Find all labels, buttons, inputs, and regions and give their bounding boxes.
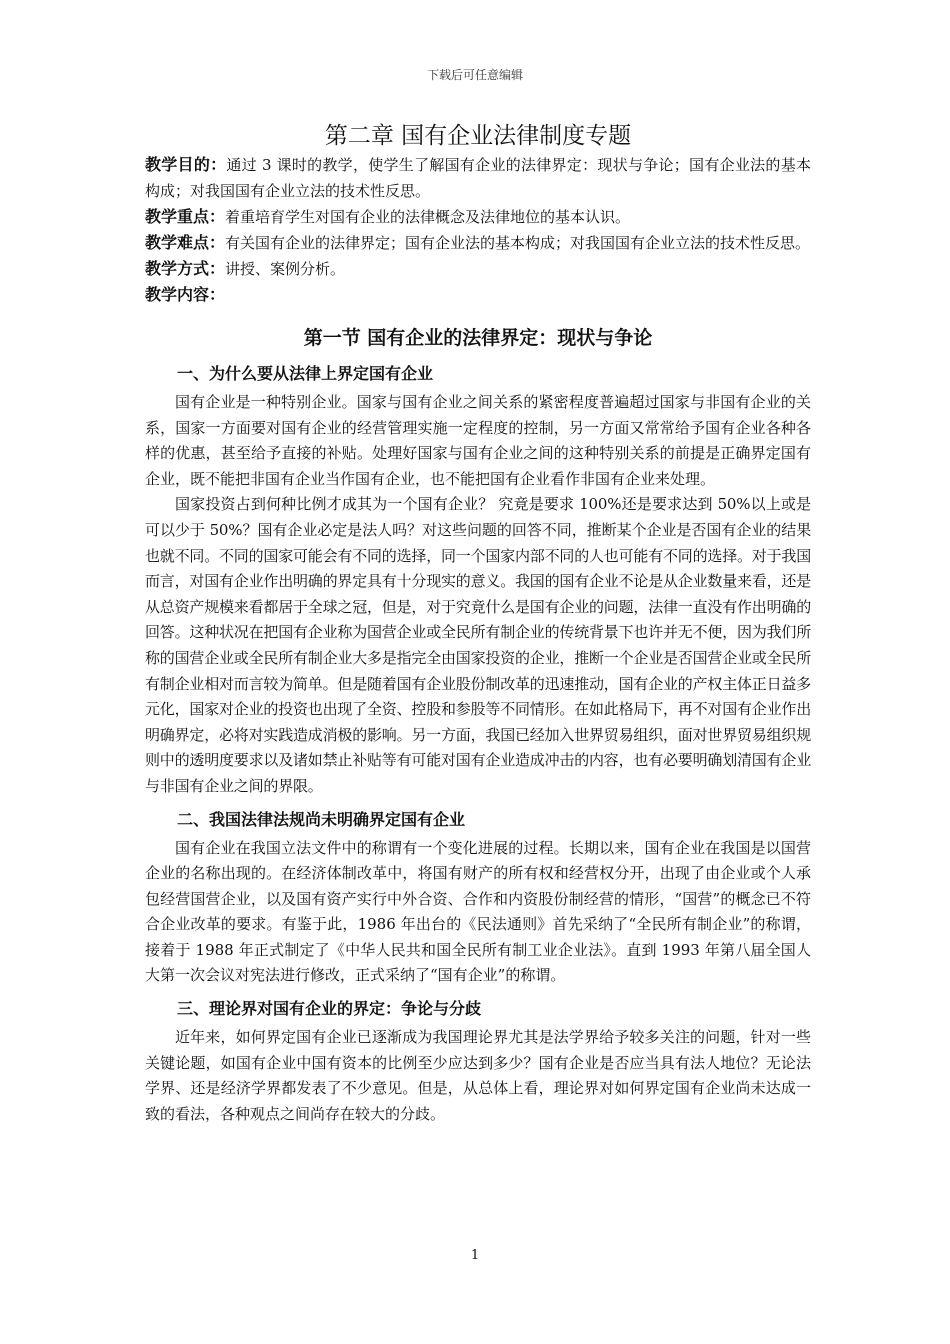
paragraph: 国有企业是一种特别企业。国家与国有企业之间关系的紧密程度普遍超过国家与非国有企业的关系，国家一方面要对国有企业的经营管理实施一定程度的控制，另一方面又常常给予国有企业各种各样的优惠，甚至给予直接的补贴。处理好国家与国有企业之间的这种特别关系的前提是正确界定国有企业，既不能把非国有企业当作国有企业，也不能把国有企业看作非国有企业来处理。 bbox=[145, 393, 811, 488]
difficulty-text: 有关国有企业的法律界定；国有企业法的基本构成；对我国国有企业立法的技术性反思。 bbox=[225, 234, 811, 252]
teaching-meta bbox=[145, 152, 811, 308]
focus-text: 着重培育学生对国有企业的法律概念及法律地位的基本认识。 bbox=[225, 208, 631, 226]
subsection-heading-2: 二、我国法律法规尚未明确界定国有企业 bbox=[177, 809, 466, 829]
section-title: 第一节 国有企业的法律界定：现状与争论 bbox=[303, 327, 653, 349]
method-line bbox=[145, 256, 811, 282]
content-line bbox=[145, 282, 811, 308]
subsection-heading-3: 三、理论界对国有企业的界定：争论与分歧 bbox=[177, 999, 482, 1019]
objective-line bbox=[145, 152, 811, 204]
focus-label: 教学重点： bbox=[145, 207, 226, 226]
content-label: 教学内容： bbox=[145, 285, 226, 304]
paragraph: 国有企业在我国立法文件中的称谓有一个变化进展的过程。长期以来，国有企业在我国是以国营企业的名称出现的。在经济体制改革中，将国有财产的所有权和经营权分开，出现了由企业或个人承包经营国营企业，以及国有资产实行中外合资、合作和内资股份制经营的情形，“国营”的概念已不符合企业改革的要求。有鉴于此，1986 年出台的《民法通则》首先采纳了“全民所有制企业”的称谓，接着于 1988 年正式制定了《中华人民共和国全民所有制工业企业法》。直到 1993 年第八届全国人大第一次会议对宪法进行修改，正式采纳了“国有企业”的称谓。 bbox=[145, 838, 811, 985]
document-body bbox=[145, 120, 811, 1127]
objective-label: 教学目的： bbox=[145, 155, 227, 174]
focus-line bbox=[145, 204, 811, 230]
method-label: 教学方式： bbox=[145, 259, 226, 278]
difficulty-line bbox=[145, 230, 811, 256]
method-text: 讲授、案例分析。 bbox=[225, 260, 346, 278]
paragraph: 近年来，如何界定国有企业已逐渐成为我国理论界尤其是法学界给予较多关注的问题，针对一些关键论题，如国有企业中国有资本的比例至少应达到多少？国有企业是否应当具有法人地位？无论法学界、还是经济学界都发表了不少意见。但是，从总体上看，理论界对如何界定国有企业尚未达成一致的看法，各种观点之间尚存在较大的分歧。 bbox=[145, 1028, 811, 1123]
paragraph: 国家投资占到何种比例才成其为一个国有企业？ 究竟是要求 100%还是要求达到 50%以上或是可以少于 50%？国有企业必定是法人吗？对这些问题的回答不同，推断某个企业是否国有企业的结果也就不同。不同的国家可能会有不同的选择，同一个国家内部不同的人也可能有不同的选择。对于我国而言，对国有企业作出明确的界定具有十分现实的意义。我国的国有企业不论是从企业数量来看，还是从总资产规模来看都居于全球之冠，但是，对于究竟什么是国有企业的问题，法律一直没有作出明确的回答。这种状况在把国有企业称为国营企业或全民所有制企业的传统背景下也许并无不便，因为我们所称的国营企业或全民所有制企业大多是指完全由国家投资的企业，推断一个企业是否国营企业或全民所有制企业相对而言较为简单。但是随着国有企业股份制改革的迅速推动，国有企业的产权主体正日益多元化，国家对企业的投资也出现了全资、控股和参股等不同情形。在如此格局下，再不对国有企业作出明确界定，必将对实践造成消极的影响。另一方面，我国已经加入世界贸易组织，面对世界贸易组织规则中的透明度要求以及诸如禁止补贴等有可能对国有企业造成冲击的内容，也有必要明确划清国有企业与非国有企业之间的界限。 bbox=[145, 495, 812, 795]
objective-text: 通过 3 课时的教学，使学生了解国有企业的法律界定：现状与争论；国有企业法的基本构成；对我国国有企业立法的技术性反思。 bbox=[145, 156, 811, 200]
page-number: 1 bbox=[470, 1248, 480, 1263]
difficulty-label: 教学难点： bbox=[145, 233, 226, 252]
chapter-title: 第二章 国有企业法律制度专题 bbox=[324, 123, 632, 149]
subsection-heading-1: 一、为什么要从法律上界定国有企业 bbox=[177, 364, 434, 383]
page-header-note: 下载后可任意编辑 bbox=[426, 68, 523, 82]
